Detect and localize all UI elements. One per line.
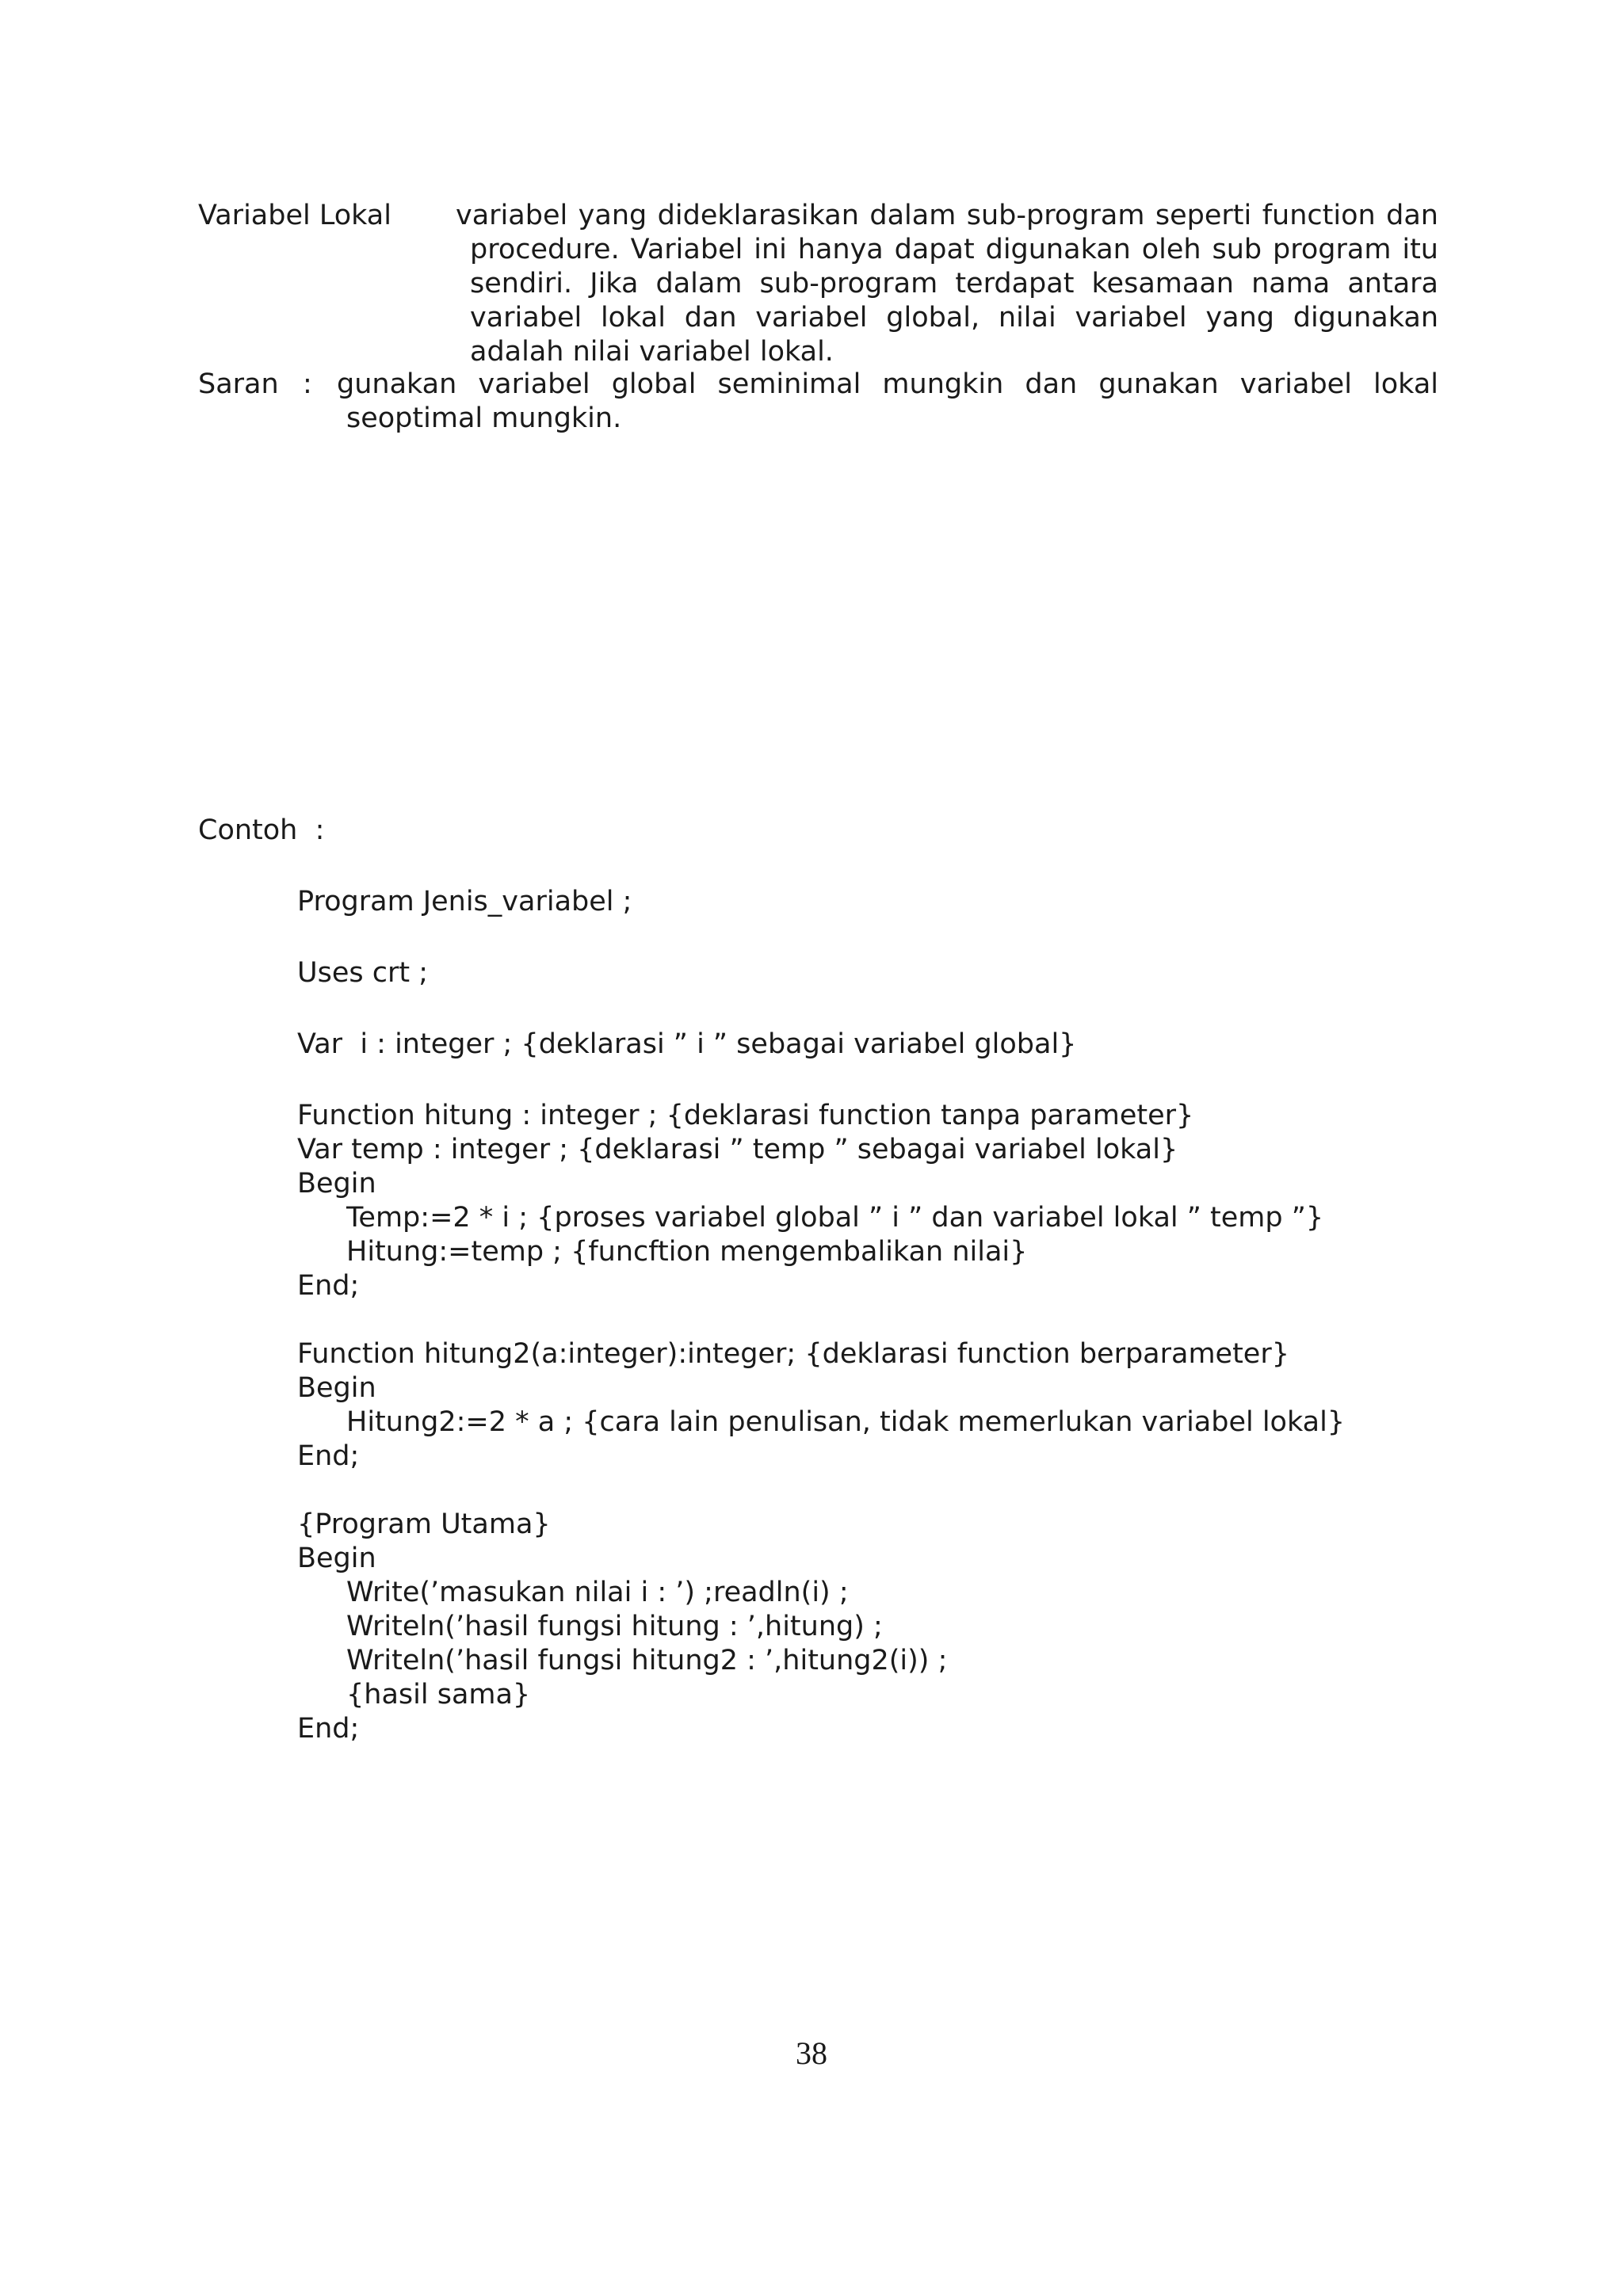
code-line: Begin (297, 1168, 376, 1199)
code-line: Var temp : integer ; {deklarasi ” temp ” sebagai variabel lokal} (297, 1134, 1178, 1165)
code-line: Temp:=2 * i ; {proses variabel global ” i ” dan variabel lokal ” temp ”} (346, 1202, 1324, 1234)
code-line: Write(’masukan nilai i : ’) ;readln(i) ; (346, 1577, 849, 1608)
code-line: {Program Utama} (297, 1508, 551, 1540)
page-number: 38 (796, 2035, 827, 2071)
code-line: Hitung2:=2 * a ; {cara lain penulisan, tidak memerlukan variabel lokal} (346, 1406, 1346, 1438)
code-line: Begin (297, 1543, 376, 1574)
code-line: Begin (297, 1372, 376, 1404)
definition-term: Variabel Lokal (198, 200, 391, 231)
definition-line: variabel lokal dan variabel global, nilai variabel yang digunakan (470, 302, 1438, 334)
definition-line: variabel yang dideklarasikan dalam sub-program seperti function dan (456, 200, 1438, 231)
definition-text (456, 199, 1438, 233)
definition-line: sendiri. Jika dalam sub-program terdapat kesamaan nama antara (470, 268, 1438, 299)
code-line: Writeln(’hasil fungsi hitung2 : ’,hitung2(i)) ; (346, 1645, 948, 1676)
definition-line: adalah nilai variabel lokal. (470, 336, 834, 368)
definition-text-continued (470, 233, 1438, 369)
code-line: End; (297, 1440, 360, 1472)
code-line: Var i : integer ; {deklarasi ” i ” sebagai variabel global} (297, 1028, 1077, 1060)
code-line: {hasil sama} (346, 1679, 531, 1711)
saran-text (337, 368, 1438, 402)
saran-line: gunakan variabel global seminimal mungkin dan gunakan variabel lokal (337, 368, 1438, 400)
code-line: Writeln(’hasil fungsi hitung : ’,hitung) ; (346, 1611, 883, 1642)
saran-line: seoptimal mungkin. (346, 402, 622, 434)
example-label: Contoh : (198, 814, 325, 846)
code-line: Function hitung : integer ; {deklarasi function tanpa parameter} (297, 1100, 1194, 1131)
saran-colon: : (303, 368, 312, 400)
code-line: End; (297, 1270, 360, 1302)
code-line: Function hitung2(a:integer):integer; {deklarasi function berparameter} (297, 1338, 1290, 1370)
saran-label: Saran (198, 368, 279, 400)
code-line: End; (297, 1713, 360, 1745)
code-line: Program Jenis_variabel ; (297, 886, 632, 917)
code-line: Hitung:=temp ; {funcftion mengembalikan nilai} (346, 1236, 1028, 1268)
definition-line: procedure. Variabel ini hanya dapat digunakan oleh sub program itu (470, 234, 1438, 265)
code-line: Uses crt ; (297, 957, 429, 989)
